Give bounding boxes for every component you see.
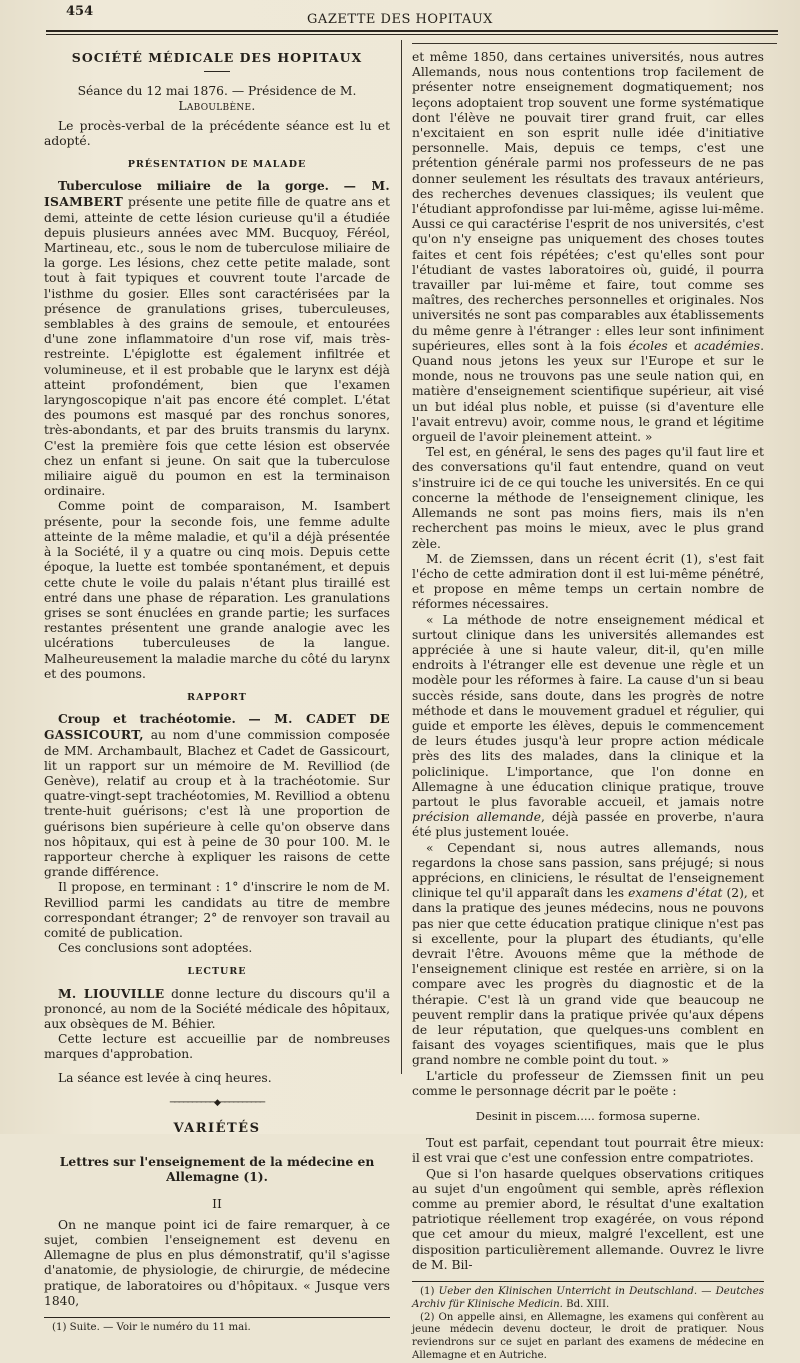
letters-paragraph: On ne manque point ici de faire remarquer, à ce sujet, combien l'enseignement est devenu en Allemagne de plus en plus démonstratif, qu'il s'agisse d'anatomie, de physiologie, de chirurgie, de médecine pratique, de laboratoires ou d'hôpitaux. « Jusque vers 1840, <box>44 1217 390 1308</box>
section-rule <box>204 71 230 72</box>
rapport-heading: RAPPORT <box>187 691 247 703</box>
liouville-paragraph <box>44 986 390 1033</box>
right-p1-and: et <box>674 338 688 353</box>
right-p1-rest: . Quand nous jetons les yeux sur l'Europe et sur le monde, nous ne trouvons pas une seule nation qui, en matière d'enseignement scientifique supérieur, ait visé un but idéal plus noble, et puisse (si d'aventure elle l'avait entrevu) avoir, comme nous, le grand et légitime orgueil de l'avoir pleinement atteint. » <box>412 338 764 445</box>
page-number: 454 <box>66 4 94 19</box>
fn1-number: (1) <box>420 1286 435 1298</box>
croup-author: — M. CADET DE GASSICOURT, <box>44 711 390 743</box>
right-p5-text-a: « Cependant si, nous autres allemands, nous regardons la chose sans passion, sans préjugé; si nous apprécions, en cliniciens, le résultat de l'enseignement clinique tel qu'il apparaît dans les <box>412 840 764 901</box>
right-paragraph-2: Tel est, en général, le sens des pages qu'il faut lire et des conversations qu'il faut entendre, quand on veut s'instruire ici de ce qui touche les universités. En ce qui concerne la méthode de l'enseignement clinique, les Allemands ne sont pas moins fiers, mais ils n'en recherchent pas moins le mieux, avec le plus grand zèle. <box>412 445 764 551</box>
liouville-text: donne lecture du discours qu'il a prononcé, au nom de la Société médicale des hôpitaux, aux obsèques de M. Béhier. <box>44 986 390 1031</box>
fn1-italic: Ueber den Klinischen Unterricht in Deutschland. — Deutches Archiv für Klinische Medicin. <box>412 1286 764 1310</box>
right-paragraph-8: Que si l'on hasarde quelques observations critiques au sujet d'un engoûment qui semble, après réflexion comme au premier abord, le résultat d'une exaltation patriotique réellement trop exagérée, on vous répond que cet amour du mieux, malgré l'excellent, est une disposition particulièrement allemande. Ouvrez le livre de M. Bil- <box>412 1166 764 1272</box>
right-p4-italic: précision allemande <box>412 810 541 825</box>
croup-paragraph <box>44 711 390 880</box>
croup-text: au nom d'une commission composée de MM. Archambault, Blachez et Cadet de Gassicourt, lit un rapport sur un mémoire de M. Revilliod (de Genève), relatif au croup et à la trachéotomie. Sur quatre-vingt-sept trachéotomies, M. Revilliod a obtenu trente-huit guérisons; c'est là une proportion de guérisons bien supérieure à celle qu'on observe dans nos hôpitaux, qui est à peine de 30 pour 100. M. le rapporteur cherche à expliquer les raisons de cette grande différence. <box>44 728 390 880</box>
seance-president: Laboulbène. <box>178 99 256 114</box>
footnote: (1) Suite. — Voir le numéro du 11 mai. <box>52 1322 251 1334</box>
seance-prefix: Séance du 12 mai 1876. — Présidence de M. <box>77 84 357 99</box>
right-p5-text-b: (2), et dans la pratique des jeunes médecins, nous ne pouvons pas nier que cette éducation pratique clinique n'est pas si excellente, pour la plupart des étudiants, qu'elle devrait l'être. Avouons même que la méthode de l'enseignement clinique est restée en arrière, si on la compare avec les progrès du diagnostic et de la thérapie. C'est là un grand vide que beaucoup ne peuvent remplir dans la pratique privée qu'aux dépens de leur réputation, que quelques-uns comblent en faisant des voyages scientifiques, mais que le plus grand nombre ne comble point du tout. » <box>412 886 764 1068</box>
conclusions-paragraph: Ces conclusions sont adoptées. <box>58 941 253 956</box>
latin-quote: Desinit in piscem..... formosa superne. <box>475 1109 701 1124</box>
header-rule <box>46 30 778 35</box>
lecture-heading: LECTURE <box>187 966 247 978</box>
croup-title: Croup et trachéotomie. <box>58 711 236 727</box>
proces-verbal: Le procès-verbal de la précédente séance est lu et adopté. <box>44 118 390 148</box>
column-divider <box>401 40 402 1074</box>
comparaison-paragraph: Comme point de comparaison, M. Isambert présente, pour la seconde fois, une femme adulte atteinte de la même maladie, et qu'il a déjà présentée à la Société, il y a quatre ou cinq mois. Depuis cette époque, la luette est tombée spontanément, et depuis cette chute le voile du palais n'étant plus tiraillé est entré dans une phase de réparation. Les granulations grises se sont énuclées en grande partie; les surfaces restantes présentent une grande analogie avec les ulcérations tuberculeuses de la langue. Malheureusement la maladie marche du côté du larynx et des poumons. <box>44 499 390 681</box>
right-paragraph-6: L'article du professeur de Ziemssen finit un peu comme le personnage décrit par le poëte : <box>412 1068 764 1098</box>
right-column <box>412 40 764 1363</box>
fn1-rest: Bd. XIII. <box>566 1298 610 1310</box>
right-p1-italic-1: écoles <box>628 338 668 353</box>
right-p4-rest: , déjà passée en proverbe, n'aura été plus justement louée. <box>412 810 764 840</box>
tuberculose-text: présente une petite fille de quatre ans et demi, atteinte de cette lésion curieuse qu'il a étudiée depuis plusieurs années avec MM. Bucquoy, Féréol, Martineau, etc., sous le nom de tuberculose miliaire de la gorge. Les lésions, chez cette petite malade, sont tout à fait typiques et couvrent toute l'arcade de l'isthme du gosier. Elles sont caractérisées par la présence de granulations grises, tuberculeuses, semblables à des grains de semoule, et entourées d'une zone inflammatoire d'un rose vif, mais très-restreinte. L'épiglotte est également infiltrée et volumineuse, et il est probable que le larynx est déjà atteint profondément, bien que l'examen laryngoscopique n'ait pas encore été complet. L'état des poumons est masqué par des ronchus sonores, très-abondants, et par des bruits transmis du larynx. C'est la première fois que cette lésion est observée chez un enfant si jeune. On sait que la tuberculose miliaire aiguë du poumon en est la terminaison ordinaire. <box>44 195 390 499</box>
presentation-heading: PRÉSENTATION DE MALADE <box>127 159 307 171</box>
propose-paragraph: Il propose, en terminant : 1° d'inscrire le nom de M. Revilliod parmi les candidats au titre de membre correspondant étranger; 2° de renvoyer son travail au comité de publication. <box>44 880 390 940</box>
letter-number: II <box>212 1196 222 1211</box>
seance-line <box>44 84 390 114</box>
footnote-rule <box>44 1317 390 1318</box>
right-paragraph-5 <box>412 841 764 1069</box>
letters-title: Lettres sur l'enseignement de la médecine en Allemagne (1). <box>59 1154 375 1185</box>
right-paragraph-7: Tout est parfait, cependant tout pourrait être mieux: il est vrai que c'est une confession entre compatriotes. <box>412 1136 764 1166</box>
right-p4-text: « La méthode de notre enseignement médical et surtout clinique dans les universités allemandes est appréciée à une si haute valeur, dit-il, qu'en mille endroits à l'étranger elle est devenue une règle et un modèle pour les réformes à faire. La cause d'un si beau succès réside, sans doute, dans les progrès de notre méthode et dans le mouvement graduel et régulier, qui guide et emporte les élèves, depuis le commencement de leurs études jusqu'à leur propre action médicale près des lits des malades, dans la clinique et la policlinique. L'importance, que l'on donne en Allemagne à une éducation clinique pratique, trouve partout le plus favorable accueil, et jamais notre <box>412 612 764 809</box>
right-footnote-2: (2) On appelle ainsi, en Allemagne, les examens qui confèrent au jeune médecin devenu docteur, le droit de pratiquer. Nous reviendrons sur ce sujet en parlant des examens de médecine en Allemagne et en Autriche. <box>412 1311 764 1362</box>
right-footnote-1 <box>412 1286 764 1312</box>
varietes-heading: VARIÉTÉS <box>173 1121 261 1136</box>
right-paragraph-3: M. de Ziemssen, dans un récent écrit (1), s'est fait l'écho de cette admiration dont il est lui-même pénétré, et propose en même temps un certain nombre de réformes nécessaires. <box>412 551 764 612</box>
accueil-paragraph: Cette lecture est accueillie par de nombreuses marques d'approbation. <box>44 1032 390 1062</box>
tuberculose-author: — M. ISAMBERT <box>44 178 390 210</box>
tuberculose-title: Tuberculose miliaire de la gorge. <box>58 178 329 194</box>
right-p1-text: et même 1850, dans certaines universités, nous autres Allemands, nous nous contentions trop facilement de présenter notre enseignement dogmatiquement; nos leçons adoptaient trop souvent une forme systématique dont l'élève ne pouvait tirer grand fruit, car elles n'excitaient en son esprit nulle idée d'initiative personnelle. Mais, depuis ce temps, c'est une prétention générale parmi nos professeurs de ne pas donner seulement les résultats des travaux antérieurs, des recherches devenues classiques; ils veulent que l'étudiant approfondisse par lui-même, agisse lui-même. Aussi ce qui caractérise l'esprit de nos universités, c'est qu'on n'y enseigne pas uniquement des choses toutes faites et cent fois répétées; c'est qu'elles sont pour l'étudiant de vastes laboratoires où, guidé, il pourra travailler par lui-même et faire, tout comme ses maîtres, des recherches personnelles et originales. Nos universités ne sont pas comparables aux établissements du même genre à l'étranger : elles leur sont infiniment supérieures, elles sont à la fois <box>412 50 764 353</box>
right-p5-italic: examens d'état <box>628 886 723 901</box>
tuberculose-paragraph <box>44 178 390 499</box>
liouville-author: M. LIOUVILLE <box>58 985 165 1001</box>
right-p1-italic-2: académies <box>694 338 761 353</box>
right-footnote-rule <box>412 1281 764 1282</box>
levee-paragraph: La séance est levée à cinq heures. <box>58 1070 272 1085</box>
right-paragraph-4 <box>412 613 764 841</box>
section-title: SOCIÉTÉ MÉDICALE DES HOPITAUX <box>71 50 363 65</box>
left-column <box>44 40 390 1335</box>
running-title: GAZETTE DES HOPITAUX <box>307 12 493 27</box>
ornamental-rule: ──────────◆────────── <box>169 1097 265 1108</box>
right-paragraph-1 <box>412 50 764 445</box>
